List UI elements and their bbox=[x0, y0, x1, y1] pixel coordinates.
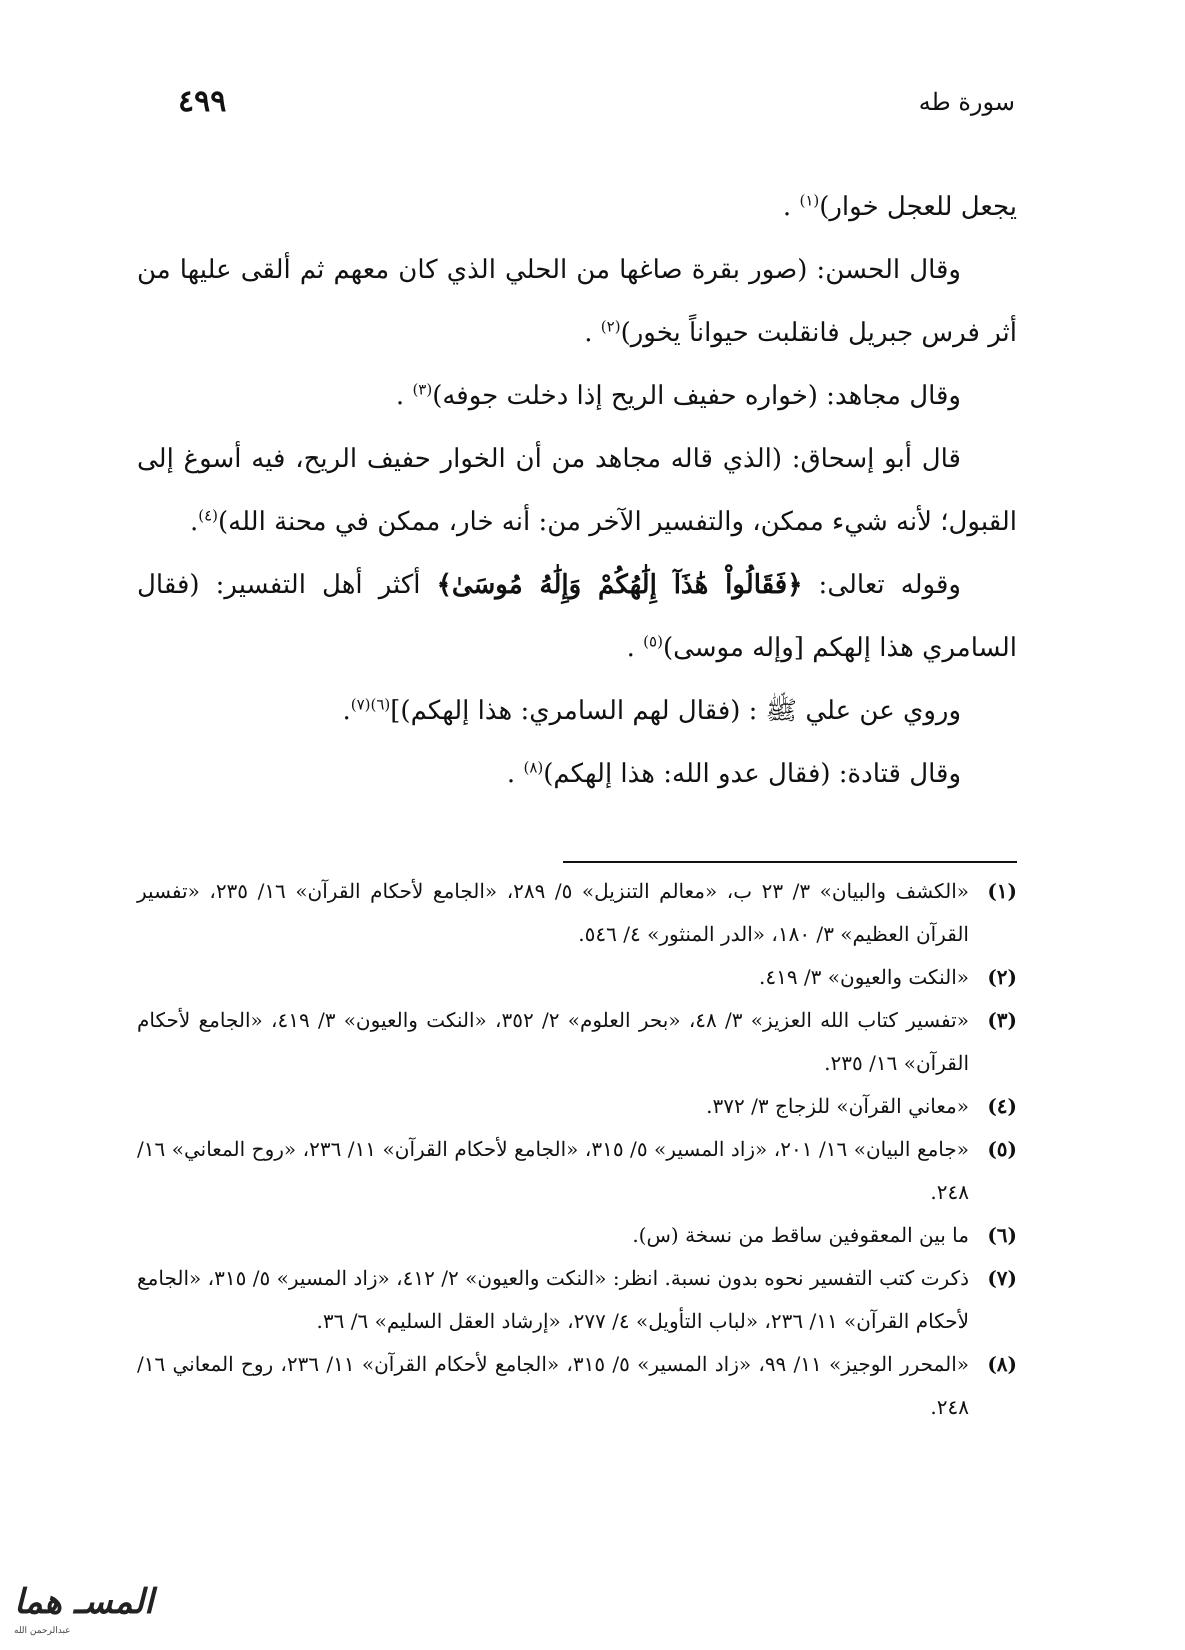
footnote-ref: (١) bbox=[799, 191, 820, 210]
page-header bbox=[170, 84, 1015, 128]
footnote-item bbox=[137, 870, 1017, 956]
footnote-item bbox=[137, 1085, 1017, 1128]
footnote-ref: (٦)(٧) bbox=[350, 695, 391, 714]
footnote-number: (٤) bbox=[987, 1094, 1017, 1118]
footnote-text: «النكت والعيون» ٣/ ٤١٩. bbox=[758, 965, 969, 989]
footnotes-list bbox=[137, 870, 1017, 1429]
publisher-logo bbox=[14, 1582, 154, 1642]
paragraph-3 bbox=[137, 365, 1017, 428]
footnote-item bbox=[137, 1343, 1017, 1429]
paragraph-2 bbox=[137, 239, 1017, 365]
paragraph-text: وقال قتادة: (فقال عدو الله: هذا إلهكم) bbox=[543, 759, 961, 789]
paragraph-end: . bbox=[626, 633, 644, 663]
footnote-text: ذكرت كتب التفسير نحوه بدون نسبة. انظر: «النكت والعيون» ٢/ ٤١٢، «زاد المسير» ٥/ ٣١٥، «الجامع لأحكام القرآن» ١١/ ٢٣٦، «لباب التأويل» ٤/ ٢٧٧، «إرشاد العقل السليم» ٦/ ٣٦. bbox=[137, 1266, 969, 1333]
footnote-item bbox=[137, 1128, 1017, 1214]
footnote-item bbox=[137, 1257, 1017, 1343]
paragraph-end: . bbox=[584, 318, 601, 348]
paragraph-text: وقوله تعالى: bbox=[802, 570, 961, 600]
paragraph-5 bbox=[137, 554, 1017, 680]
surah-title: سورة طه bbox=[918, 88, 1015, 116]
footnote-text: ما بين المعقوفين ساقط من نسخة (س). bbox=[632, 1223, 969, 1247]
paragraph-end: . bbox=[395, 381, 413, 411]
footnote-ref: (٣) bbox=[412, 380, 433, 399]
footnote-ref: (٢) bbox=[600, 317, 621, 336]
paragraph-end: . bbox=[189, 507, 199, 537]
logo-caption: عبدالرحمن الله bbox=[14, 1626, 71, 1636]
footnote-item bbox=[137, 1214, 1017, 1257]
footnote-item bbox=[137, 999, 1017, 1085]
paragraph-text: وقال الحسن: (صور بقرة صاغها من الحلي الذي كان معهم ثم ألقى عليها من أثر فرس جبريل فانقلبت حيواناً يخور) bbox=[137, 255, 1017, 348]
footnote-number: (٢) bbox=[987, 965, 1017, 989]
footnote-ref: (٤) bbox=[198, 506, 218, 525]
footnote-text: «معاني القرآن» للزجاج ٣/ ٣٧٢. bbox=[706, 1094, 969, 1118]
paragraph-end: . bbox=[506, 759, 524, 789]
footnote-number: (٥) bbox=[987, 1137, 1017, 1161]
paragraph-text: وقال مجاهد: (خواره حفيف الريح إذا دخلت جوفه) bbox=[432, 381, 961, 411]
footnote-number: (٣) bbox=[987, 1008, 1017, 1032]
paragraph-text: أكثر أهل التفسير: (فقال السامري هذا إلهكم [وإله موسى) bbox=[137, 570, 1017, 663]
paragraph-text: وروي عن علي ﷺ : (فقال لهم السامري: هذا إلهكم)] bbox=[390, 696, 961, 726]
footnote-number: (٨) bbox=[987, 1352, 1017, 1376]
footnote-text: «المحرر الوجيز» ١١/ ٩٩، «زاد المسير» ٥/ ٣١٥، «الجامع لأحكام القرآن» ١١/ ٢٣٦، روح المعاني ١٦/ ٢٤٨. bbox=[137, 1352, 969, 1419]
page-number: ٤٩٩ bbox=[178, 84, 227, 119]
paragraph-6 bbox=[137, 680, 1017, 743]
paragraph-text: يجعل للعجل خوار) bbox=[819, 192, 1017, 222]
footnote-item bbox=[137, 956, 1017, 999]
footnote-text: «الكشف والبيان» ٣/ ٢٣ ب، «معالم التنزيل» ٥/ ٢٨٩، «الجامع لأحكام القرآن» ١٦/ ٢٣٥، «تفسير القرآن العظيم» ٣/ ١٨٠، «الدر المنثور» ٤/ ٥٤٦. bbox=[137, 879, 969, 946]
logo-calligraphy: المسـ هما bbox=[14, 1582, 154, 1622]
footnote-number: (٦) bbox=[987, 1223, 1017, 1247]
main-text bbox=[137, 176, 1017, 806]
paragraph-7 bbox=[137, 743, 1017, 806]
paragraph-1 bbox=[137, 176, 1017, 239]
footnote-ref: (٥) bbox=[643, 632, 663, 651]
footnote-number: (١) bbox=[987, 879, 1017, 903]
paragraph-4 bbox=[137, 428, 1017, 554]
footnote-separator bbox=[563, 861, 1017, 863]
paragraph-end: . bbox=[342, 696, 351, 726]
footnote-text: «تفسير كتاب الله العزيز» ٣/ ٤٨، «بحر العلوم» ٢/ ٣٥٢، «النكت والعيون» ٣/ ٤١٩، «الجامع لأحكام القرآن» ١٦/ ٢٣٥. bbox=[137, 1008, 969, 1075]
footnote-number: (٧) bbox=[987, 1266, 1017, 1290]
footnote-text: «جامع البيان» ١٦/ ٢٠١، «زاد المسير» ٥/ ٣١٥، «الجامع لأحكام القرآن» ١١/ ٢٣٦، «روح المعاني» ١٦/ ٢٤٨. bbox=[137, 1137, 969, 1204]
quran-verse: ﴿فَقَالُواْ هَٰذَآ إِلَٰهُكُمْ وَإِلَٰهُ مُوسَىٰ﴾ bbox=[436, 570, 803, 600]
footnote-ref: (٨) bbox=[523, 758, 544, 777]
paragraph-text: قال أبو إسحاق: (الذي قاله مجاهد من أن الخوار حفيف الريح، فيه أسوغ إلى القبول؛ لأنه شيء ممكن، والتفسير الآخر من: أنه خار، ممكن في محنة الله) bbox=[137, 444, 1017, 537]
paragraph-end: . bbox=[782, 192, 800, 222]
